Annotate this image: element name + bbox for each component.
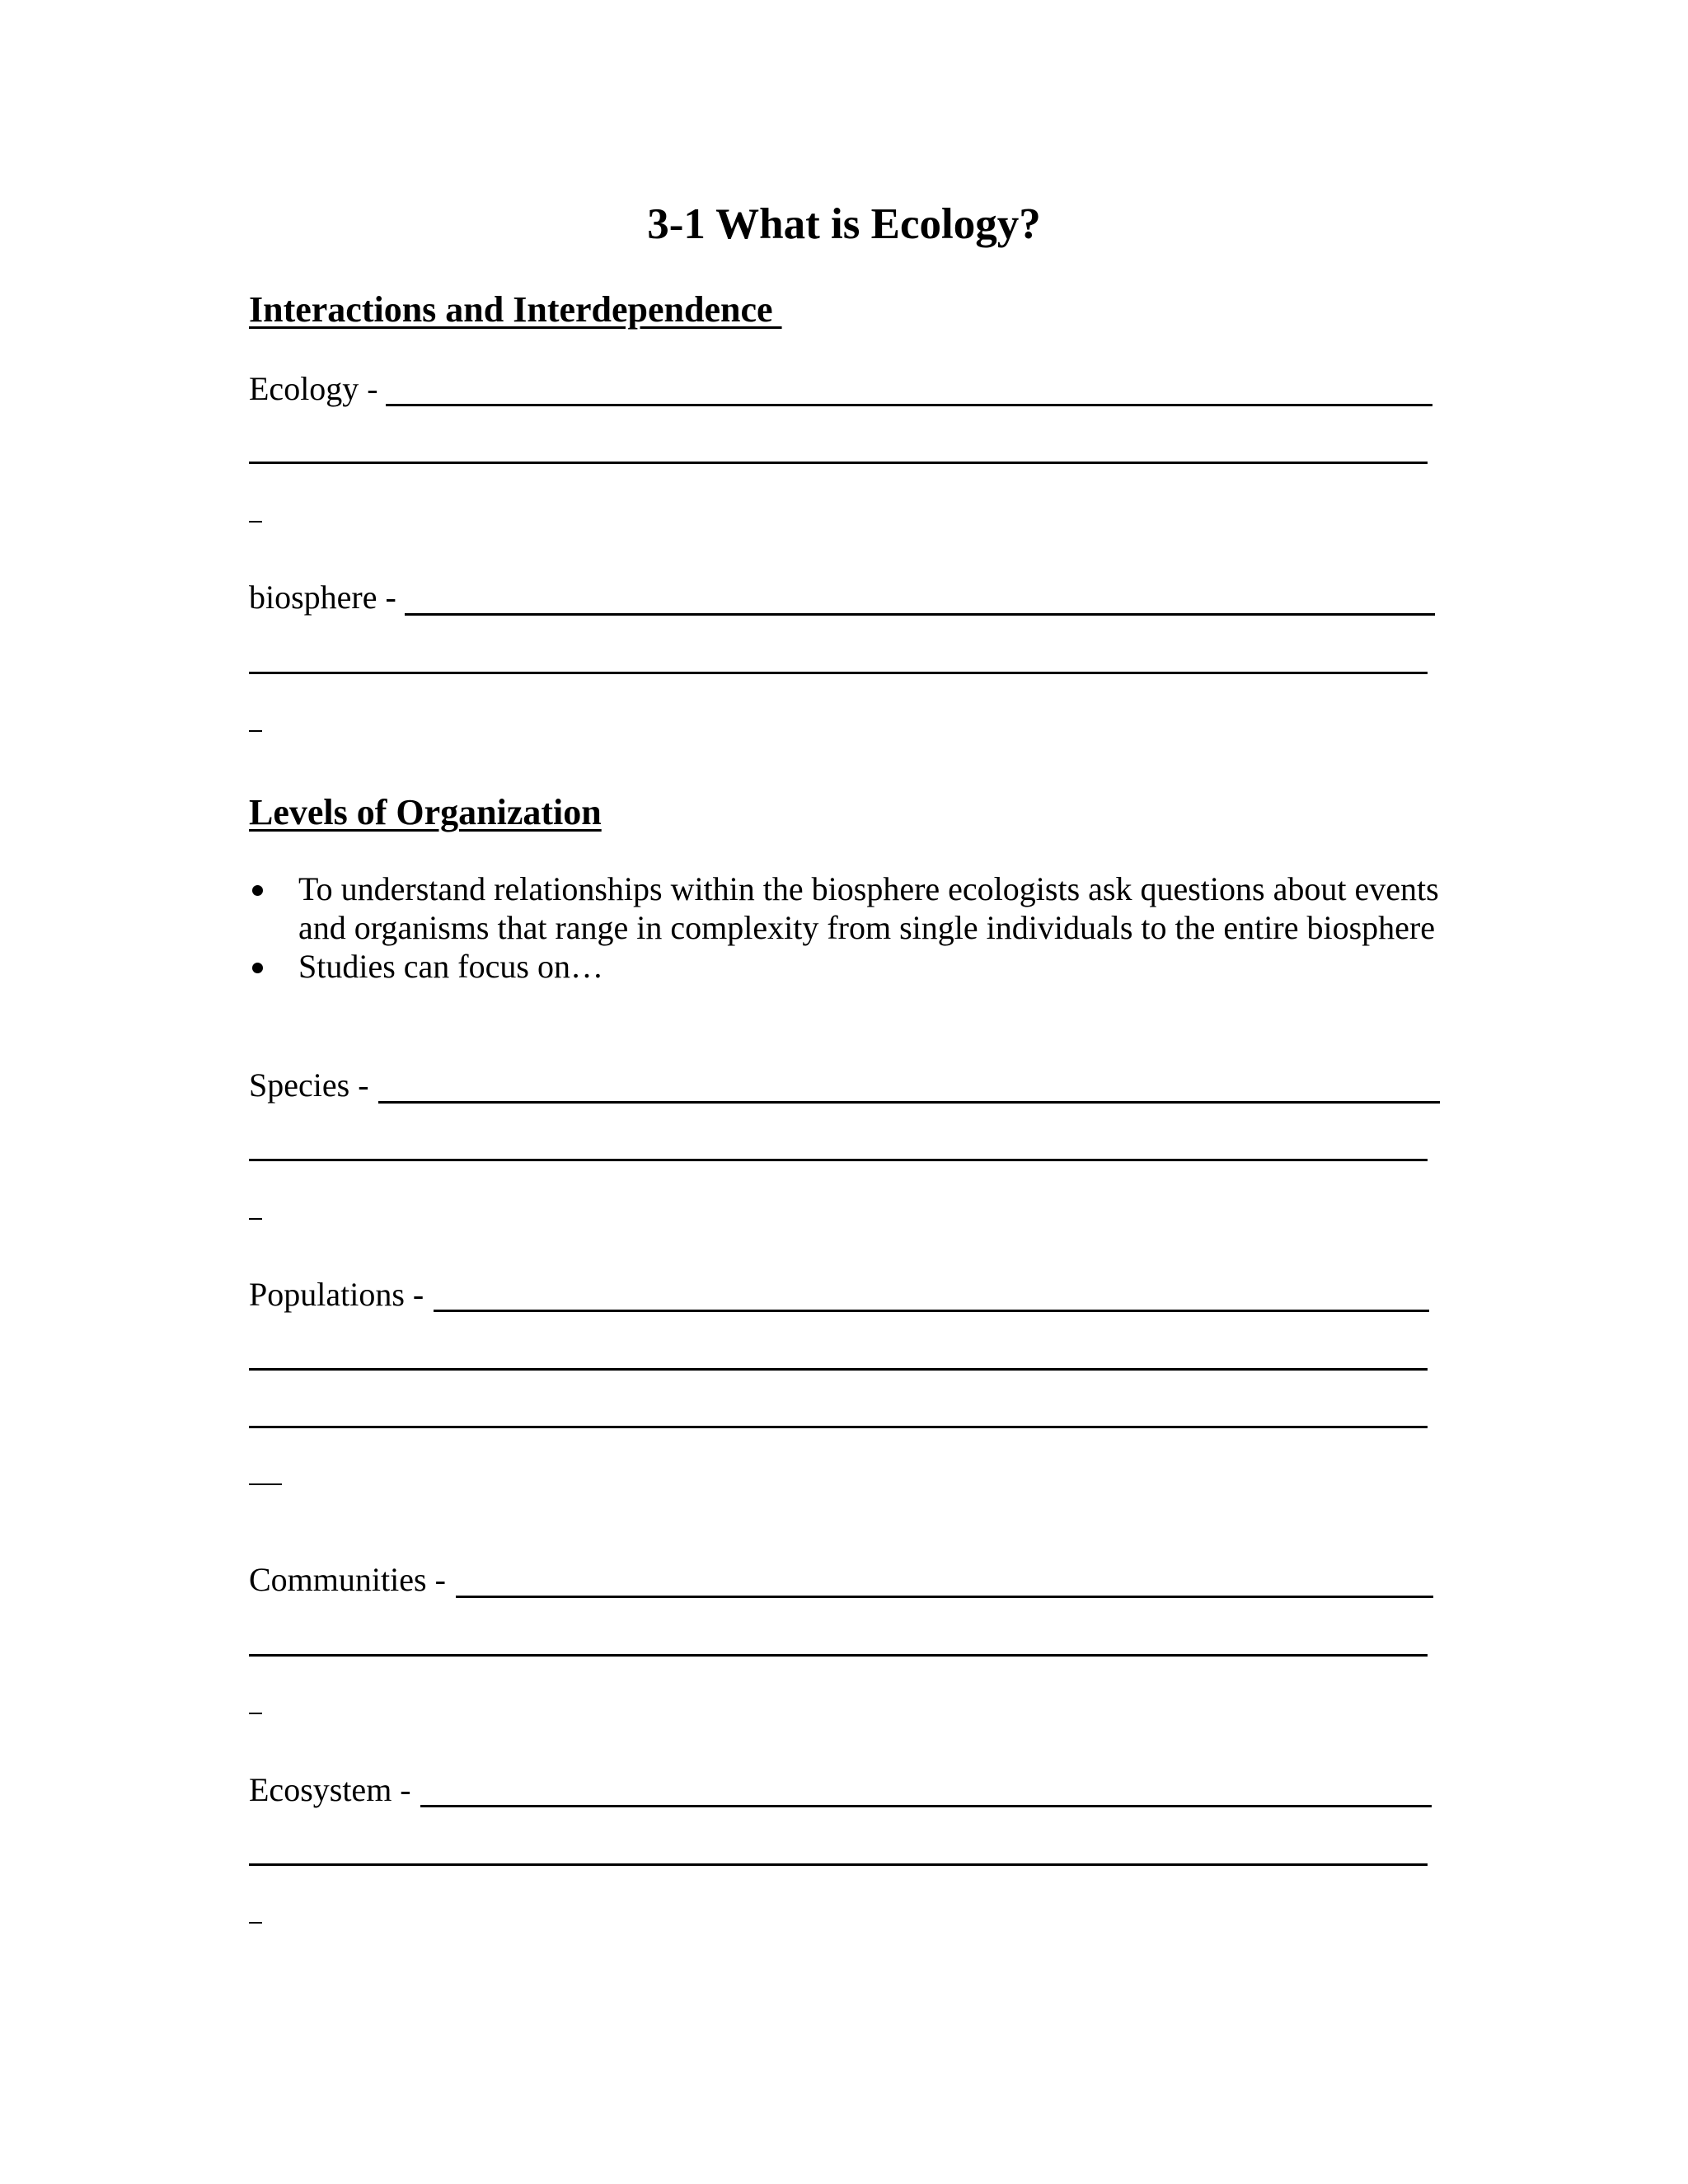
populations-label: Populations -: [249, 1276, 433, 1313]
ecology-line-end-mark: [249, 521, 262, 523]
communities-answer-line-2[interactable]: [249, 1654, 1428, 1657]
populations-answer-line[interactable]: [434, 1310, 1429, 1312]
ecosystem-label: Ecosystem -: [249, 1771, 420, 1808]
ecology-answer-line-2[interactable]: [249, 462, 1428, 464]
bullet-item: [249, 947, 1452, 986]
communities-answer-line[interactable]: [456, 1596, 1433, 1598]
ecology-answer-line[interactable]: [386, 404, 1432, 406]
biosphere-label: biosphere -: [249, 579, 405, 616]
bullet-text: To understand relationships within the biosphere ecologists ask questions about events and organisms that range in complexity from single individuals to the entire biosphere: [298, 870, 1439, 946]
bullet-list: [249, 869, 1452, 986]
populations-line-end-mark: [249, 1483, 282, 1485]
populations-answer-line-2[interactable]: [249, 1368, 1428, 1371]
bullet-item: [249, 869, 1452, 947]
section-heading-interactions: Interactions and Interdependence: [249, 289, 782, 330]
ecosystem-line-end-mark: [249, 1922, 262, 1924]
species-answer-line-2[interactable]: [249, 1159, 1428, 1161]
page-title: 3-1 What is Ecology?: [647, 200, 1041, 248]
species-label: Species -: [249, 1066, 377, 1104]
ecosystem-answer-line-2[interactable]: [249, 1863, 1428, 1866]
ecosystem-answer-line[interactable]: [420, 1805, 1432, 1807]
biosphere-answer-line[interactable]: [405, 613, 1435, 616]
biosphere-line-end-mark: [249, 730, 262, 732]
ecology-label: Ecology -: [249, 370, 387, 407]
communities-label: Communities -: [249, 1561, 454, 1598]
species-line-end-mark: [249, 1218, 262, 1220]
species-answer-line[interactable]: [378, 1101, 1440, 1104]
bullet-text: Studies can focus on…: [298, 948, 603, 985]
bullet-icon: [252, 963, 263, 973]
populations-answer-line-3[interactable]: [249, 1426, 1428, 1428]
section-heading-levels: Levels of Organization: [249, 792, 602, 832]
communities-line-end-mark: [249, 1713, 262, 1714]
biosphere-answer-line-2[interactable]: [249, 672, 1428, 674]
bullet-icon: [252, 885, 263, 896]
